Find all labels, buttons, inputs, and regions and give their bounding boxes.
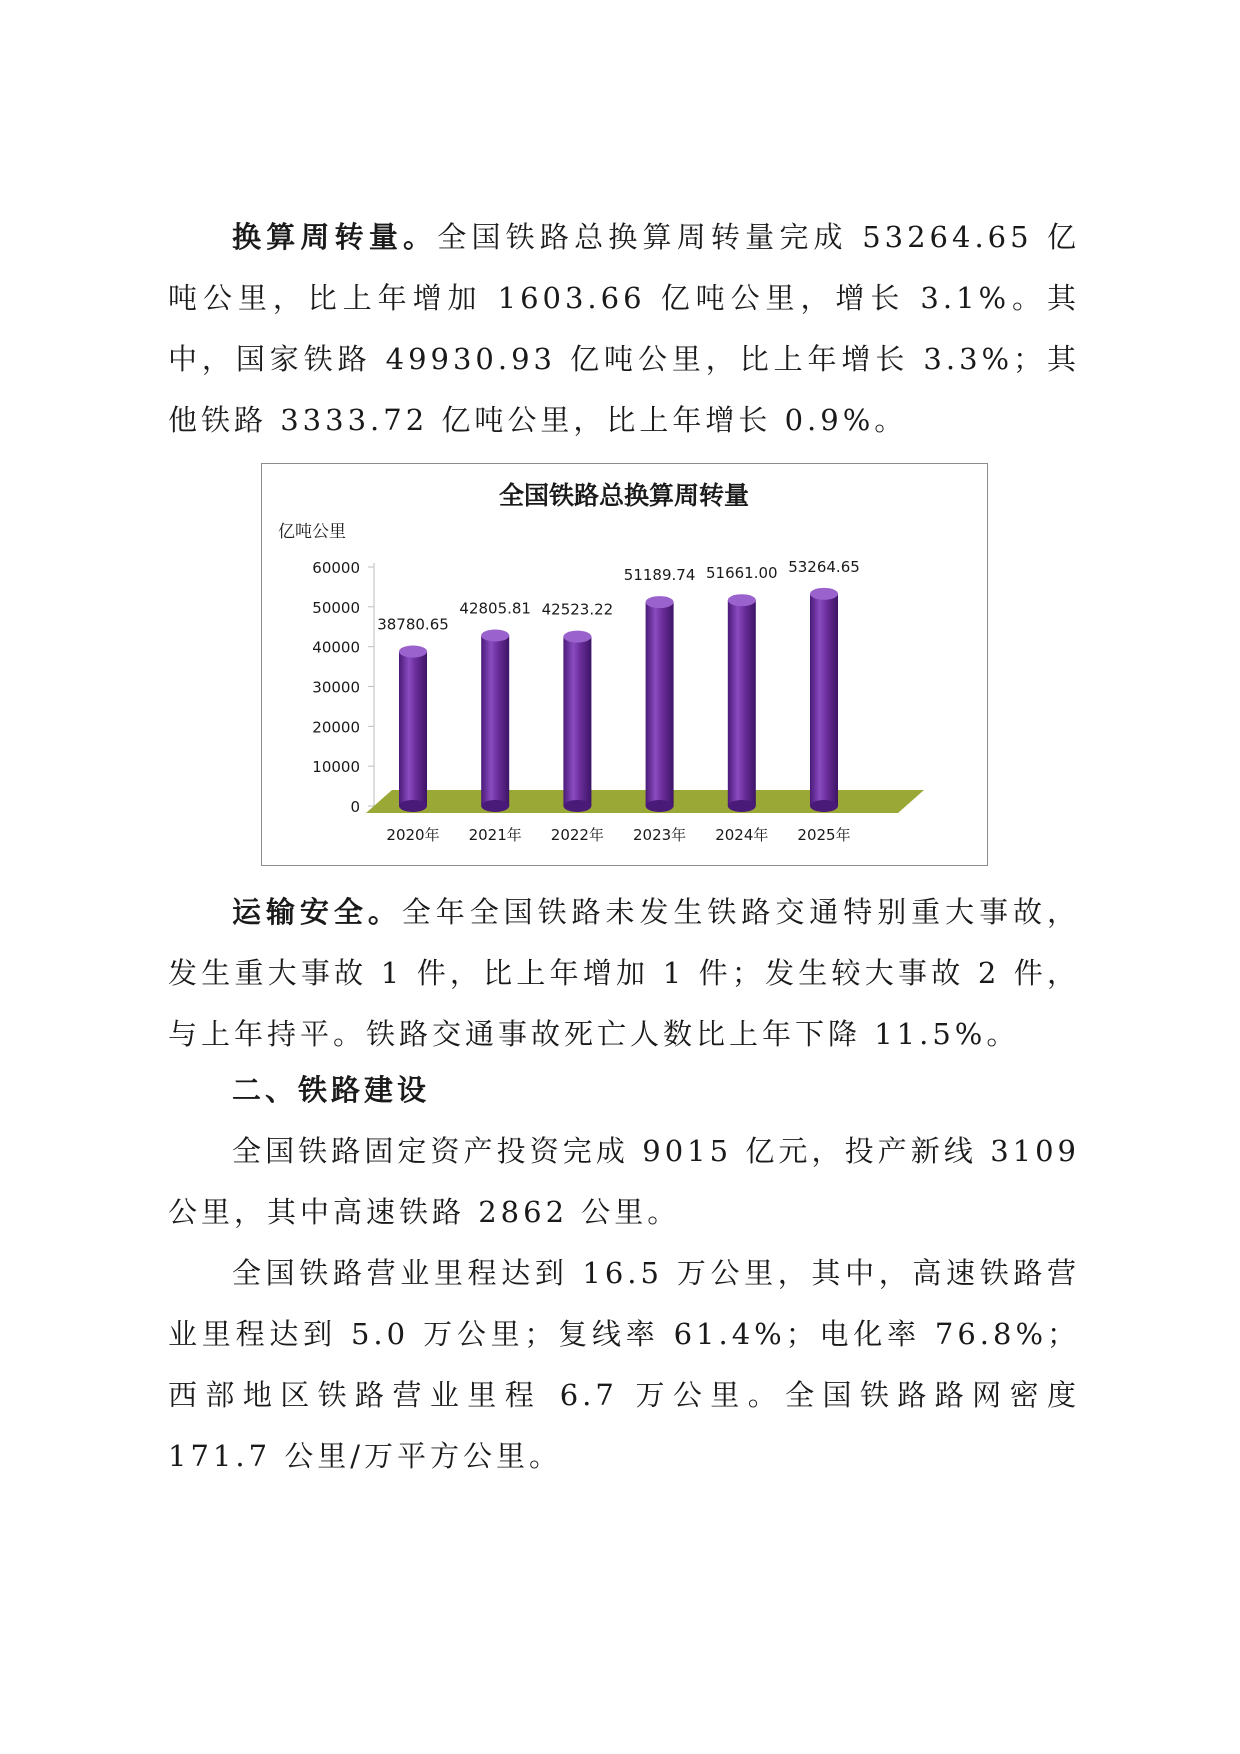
bar-cap xyxy=(481,629,509,641)
y-tick-label: 50000 xyxy=(312,598,360,617)
bar-base xyxy=(728,800,756,812)
y-axis-label: 亿吨公里 xyxy=(278,522,346,542)
paragraph-mileage: 全国铁路营业里程达到 16.5 万公里，其中，高速铁路营业里程达到 5.0 万公里；复线率 61.4%；电化率 76.8%；西部地区铁路营业里程 6.7 万公里。全国铁路路网密度 171.7 公里/万平方公里。 xyxy=(168,1256,1080,1473)
paragraph-lead: 换算周转量。 xyxy=(232,220,438,254)
bar-cap xyxy=(728,594,756,606)
bar xyxy=(728,600,756,806)
data-label: 42805.81 xyxy=(459,599,531,618)
data-label: 51661.00 xyxy=(706,564,778,583)
bar-cap xyxy=(646,596,674,608)
section-heading: 二、铁路建设 xyxy=(232,1073,431,1107)
bar xyxy=(399,652,427,806)
paragraph-lead: 运输安全。 xyxy=(232,895,402,929)
bar-base xyxy=(481,800,509,812)
y-tick-label: 10000 xyxy=(312,758,360,777)
paragraph-text: 全国铁路总换算周转量完成 53264.65 亿吨公里，比上年增加 1603.66 亿吨公里，增长 3.1%。其中，国家铁路 49930.93 亿吨公里，比上年增长 3.3%；其他铁路 3333.72 亿吨公里，比上年增长 0.9%。 xyxy=(168,220,1080,437)
data-label: 38780.65 xyxy=(377,615,449,634)
bar-base xyxy=(563,800,591,812)
y-tick-label: 20000 xyxy=(312,718,360,737)
x-tick-label: 2020年 xyxy=(386,826,440,844)
bar-cap xyxy=(810,588,838,600)
paragraph-transport-safety xyxy=(168,882,1080,1065)
paragraph-text: 全年全国铁路未发生铁路交通特别重大事故，发生重大事故 1 件，比上年增加 1 件；发生较大事故 2 件，与上年持平。铁路交通事故死亡人数比上年下降 11.5%。 xyxy=(168,895,1080,1051)
bar-base xyxy=(810,800,838,812)
bar-cap xyxy=(399,646,427,658)
bar-chart-svg xyxy=(262,464,987,865)
chart-floor xyxy=(366,790,924,813)
chart-title: 全国铁路总换算周转量 xyxy=(498,481,750,510)
x-tick-label: 2022年 xyxy=(550,826,604,844)
x-tick-label: 2021年 xyxy=(468,826,522,844)
bar-cap xyxy=(563,631,591,643)
paragraph-investment: 全国铁路固定资产投资完成 9015 亿元，投产新线 3109 公里，其中高速铁路 2862 公里。 xyxy=(168,1134,1080,1229)
y-tick-label: 30000 xyxy=(312,678,360,697)
y-tick-label: 60000 xyxy=(312,559,360,577)
data-label: 53264.65 xyxy=(788,557,860,576)
bar xyxy=(810,594,838,806)
y-tick-label: 40000 xyxy=(312,638,360,657)
x-tick-label: 2025年 xyxy=(797,826,851,844)
x-tick-label: 2023年 xyxy=(633,826,687,844)
turnover-chart xyxy=(261,463,988,866)
bar xyxy=(646,602,674,806)
x-tick-label: 2024年 xyxy=(715,826,769,844)
data-label: 51189.74 xyxy=(623,566,696,585)
bar xyxy=(563,637,591,806)
paragraph-conversion-turnover xyxy=(168,207,1080,451)
bar-base xyxy=(646,800,674,812)
data-label: 42523.22 xyxy=(541,600,614,619)
bar xyxy=(481,635,509,806)
y-tick-label: 0 xyxy=(350,798,360,816)
bar-base xyxy=(399,800,427,812)
